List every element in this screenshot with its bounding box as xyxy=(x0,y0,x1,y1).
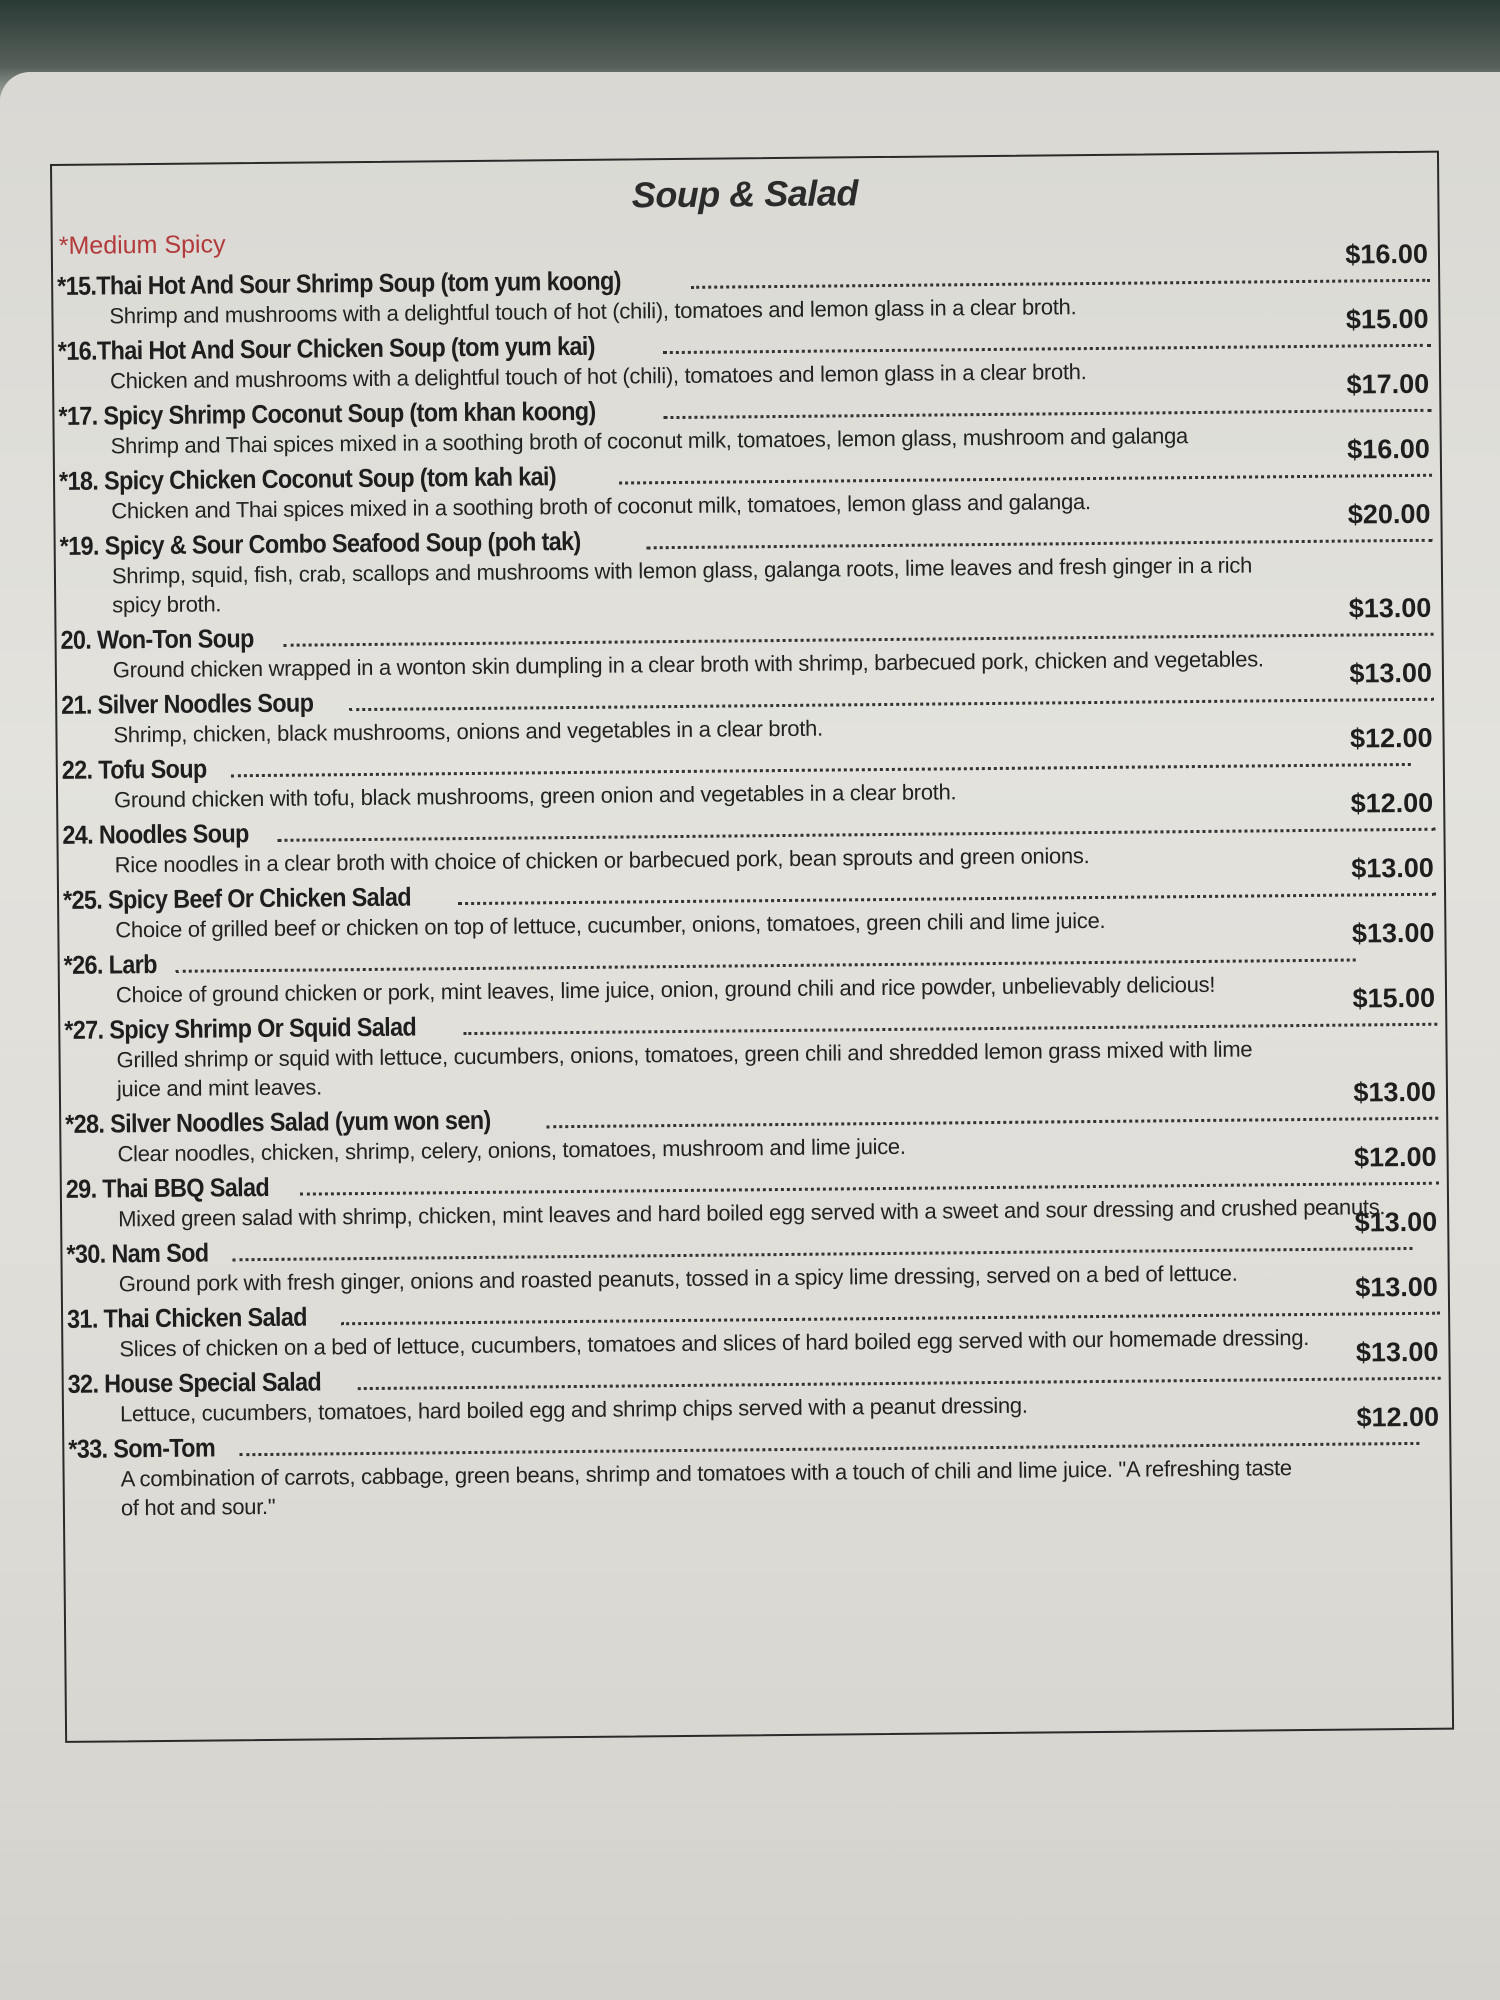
menu-item-price: $12.00 xyxy=(1349,722,1433,754)
menu-frame xyxy=(50,151,1454,1743)
menu-item-price: $16.00 xyxy=(1347,433,1430,465)
menu-item-price: $12.00 xyxy=(1356,1401,1440,1433)
menu-item-name: 29. Thai BBQ Salad xyxy=(65,1171,270,1204)
dot-leader xyxy=(691,279,1430,289)
menu-item-price: $13.00 xyxy=(1353,1076,1437,1108)
menu-item-description: Slices of chicken on a bed of lettuce, cucumbers, tomatoes and slices of hard boiled egg served with our homemade dressing. xyxy=(119,1324,1310,1362)
menu-item-price: $17.00 xyxy=(1346,368,1430,400)
section-title: Soup & Salad xyxy=(631,172,859,216)
menu-item-description: Shrimp, squid, fish, crab, scallops and mushrooms with lemon glass, galanga roots, lime leaves and fresh ginger in a rich spicy broth. xyxy=(111,552,1253,618)
menu-item-price: $15.00 xyxy=(1352,982,1436,1014)
menu-item-name: 20. Won-Ton Soup xyxy=(60,623,254,655)
menu-item-name: 24. Noodles Soup xyxy=(62,818,249,850)
menu-item-description: Mixed green salad with shrimp, chicken, mint leaves and hard boiled egg served with a sweet and sour dressing and crushed peanuts. xyxy=(118,1194,1386,1232)
dot-leader xyxy=(663,409,1431,419)
spicy-note: *Medium Spicy xyxy=(58,230,226,260)
menu-item-price: $12.00 xyxy=(1353,1141,1437,1173)
menu-item-name: 22. Tofu Soup xyxy=(61,753,207,785)
menu-item-description: Shrimp, chicken, black mushrooms, onions and vegetables in a clear broth. xyxy=(113,715,823,748)
menu-item-description: Ground chicken wrapped in a wonton skin dumpling in a clear broth with shrimp, barbecued pork, chicken and vegetables. xyxy=(112,646,1264,683)
menu-item-description: Lettuce, cucumbers, tomatoes, hard boiled egg and shrimp chips served with a peanut dressing. xyxy=(119,1392,1028,1427)
menu-item-price: $13.00 xyxy=(1355,1271,1438,1303)
menu-item-name: *30. Nam Sod xyxy=(66,1237,209,1269)
menu-item-description: Rice noodles in a clear broth with choice of chicken or barbecued pork, bean sprouts and green onions. xyxy=(114,843,1090,878)
menu-item-description: A combination of carrots, cabbage, green beans, shrimp and tomatoes with a touch of chili and lime juice. "A refreshing taste of hot and sour." xyxy=(120,1455,1292,1521)
menu-item-name: *19. Spicy & Sour Combo Seafood Soup (poh tak) xyxy=(59,525,581,561)
menu-item-price: $12.00 xyxy=(1350,787,1434,819)
dot-leader xyxy=(647,539,1433,550)
dot-leader xyxy=(619,474,1432,485)
menu-item-description: Chicken and Thai spices mixed in a soothing broth of coconut milk, tomatoes, lemon glass and galanga. xyxy=(111,489,1091,524)
menu-item-name: *15.Thai Hot And Sour Shrimp Soup (tom yum koong) xyxy=(57,265,621,301)
menu-item-name: *27. Spicy Shrimp Or Squid Salad xyxy=(64,1011,417,1045)
dot-leader xyxy=(546,1117,1438,1129)
menu-item-name: *18. Spicy Chicken Coconut Soup (tom kah kai) xyxy=(58,461,557,496)
menu-item-price: $13.00 xyxy=(1348,592,1432,624)
dot-leader xyxy=(663,344,1431,354)
menu-item-name: 21. Silver Noodles Soup xyxy=(61,687,314,720)
menu-item-description: Ground pork with fresh ginger, onions and roasted peanuts, tossed in a spicy lime dressing, served on a bed of lettuce. xyxy=(118,1260,1238,1297)
menu-item-price: $13.00 xyxy=(1351,917,1435,949)
menu-item-description: Choice of grilled beef or chicken on top of lettuce, cucumber, onions, tomatoes, green chili and lime juice. xyxy=(115,907,1106,943)
menu-item-price: $15.00 xyxy=(1345,303,1429,335)
menu-item-description: Ground chicken with tofu, black mushrooms, green onion and vegetables in a clear broth. xyxy=(113,779,957,813)
menu-item-name: *28. Silver Noodles Salad (yum won sen) xyxy=(65,1104,491,1139)
menu-item-description: Chicken and mushrooms with a delightful touch of hot (chili), tomatoes and lemon glass in a clear broth. xyxy=(109,359,1087,394)
menu-item-name: *16.Thai Hot And Sour Chicken Soup (tom yum kai) xyxy=(57,330,595,366)
menu-item-description: Choice of ground chicken or pork, mint leaves, lime juice, onion, ground chili and rice powder, unbelievably delicious! xyxy=(115,971,1216,1008)
menu-item-name: *33. Som-Tom xyxy=(68,1432,216,1464)
menu-item-price: $20.00 xyxy=(1347,498,1431,530)
menu-item-description: Grilled shrimp or squid with lettuce, cucumbers, onions, tomatoes, green chili and shredded lemon grass mixed with lime juice and mint leaves. xyxy=(116,1036,1253,1102)
menu-page xyxy=(0,72,1500,2000)
menu-item-price: $13.00 xyxy=(1351,852,1434,884)
menu-item-name: *17. Spicy Shrimp Coconut Soup (tom khan koong) xyxy=(58,395,596,431)
menu-item-name: *25. Spicy Beef Or Chicken Salad xyxy=(62,881,412,915)
menu-item-name: 32. House Special Salad xyxy=(67,1366,322,1399)
menu-item-name: *26. Larb xyxy=(63,949,158,980)
menu-item-price: $13.00 xyxy=(1355,1336,1439,1368)
menu-item-name: 31. Thai Chicken Salad xyxy=(66,1301,307,1334)
menu-item-description: Shrimp and mushrooms with a delightful touch of hot (chili), tomatoes and lemon glass in a clear broth. xyxy=(109,294,1077,329)
menu-item-price: $13.00 xyxy=(1349,657,1433,689)
menu-item-price: $13.00 xyxy=(1354,1206,1438,1238)
menu-item-description: Shrimp and Thai spices mixed in a soothing broth of coconut milk, tomatoes, lemon glass, mushroom and galanga xyxy=(110,423,1189,459)
menu-item-description: Clear noodles, chicken, shrimp, celery, onions, tomatoes, mushroom and lime juice. xyxy=(117,1133,906,1167)
menu-item-price: $16.00 xyxy=(1345,238,1429,270)
